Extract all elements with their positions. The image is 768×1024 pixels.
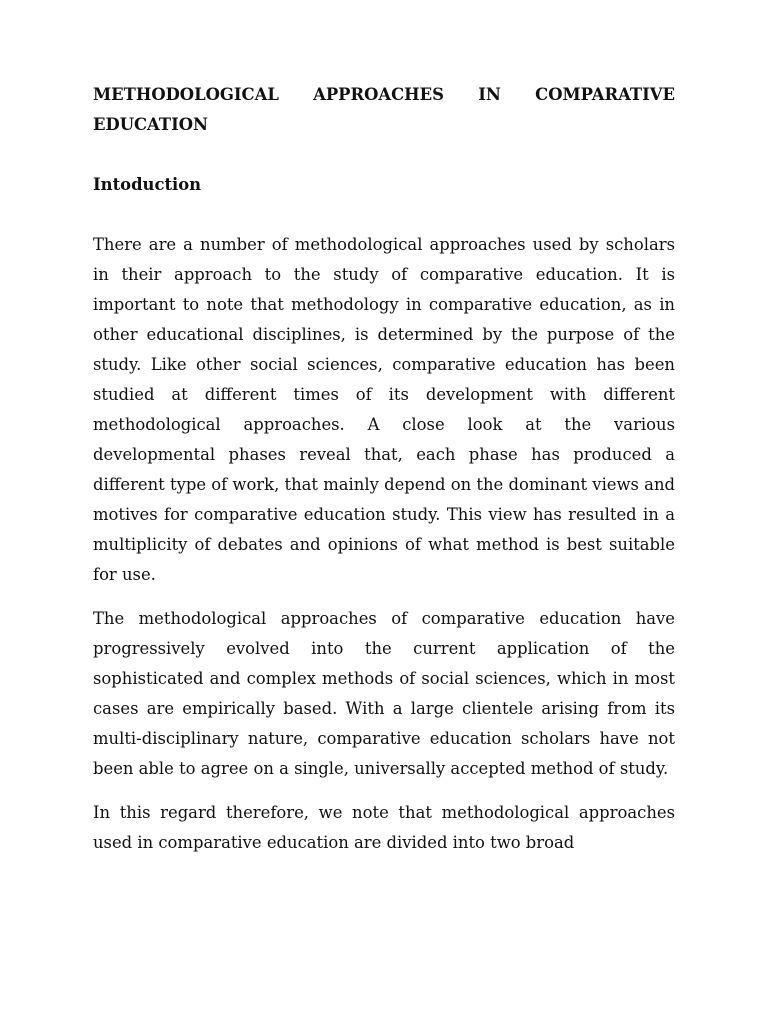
- document-title: METHODOLOGICAL APPROACHES IN COMPARATIVE EDUCATION: [93, 85, 675, 134]
- paragraph-1: There are a number of methodological approaches used by scholars in their approach to the study of comparative education. It is important to note that methodology in comparative education, as in other educational disciplines, is determined by the purpose of the study. Like other social sciences, comparative education has been studied at different times of its development with different methodological approaches. A close look at the various developmental phases reveal that, each phase has produced a different type of work, that mainly depend on the dominant views and motives for comparative education study. This view has resulted in a multiplicity of debates and opinions of what method is best suitable for use.: [93, 235, 675, 584]
- paragraph-2: The methodological approaches of comparative education have progressively evolved into the current application of the sophisticated and complex methods of social sciences, which in most cases are empirically based. With a large clientele arising from its multi-disciplinary nature, comparative education scholars have not been able to agree on a single, universally accepted method of study.: [93, 609, 675, 778]
- document-page: [93, 80, 675, 858]
- paragraph-3: In this regard therefore, we note that methodological approaches used in comparative education are divided into two broad: [93, 803, 675, 852]
- section-heading: Intoduction: [93, 175, 202, 194]
